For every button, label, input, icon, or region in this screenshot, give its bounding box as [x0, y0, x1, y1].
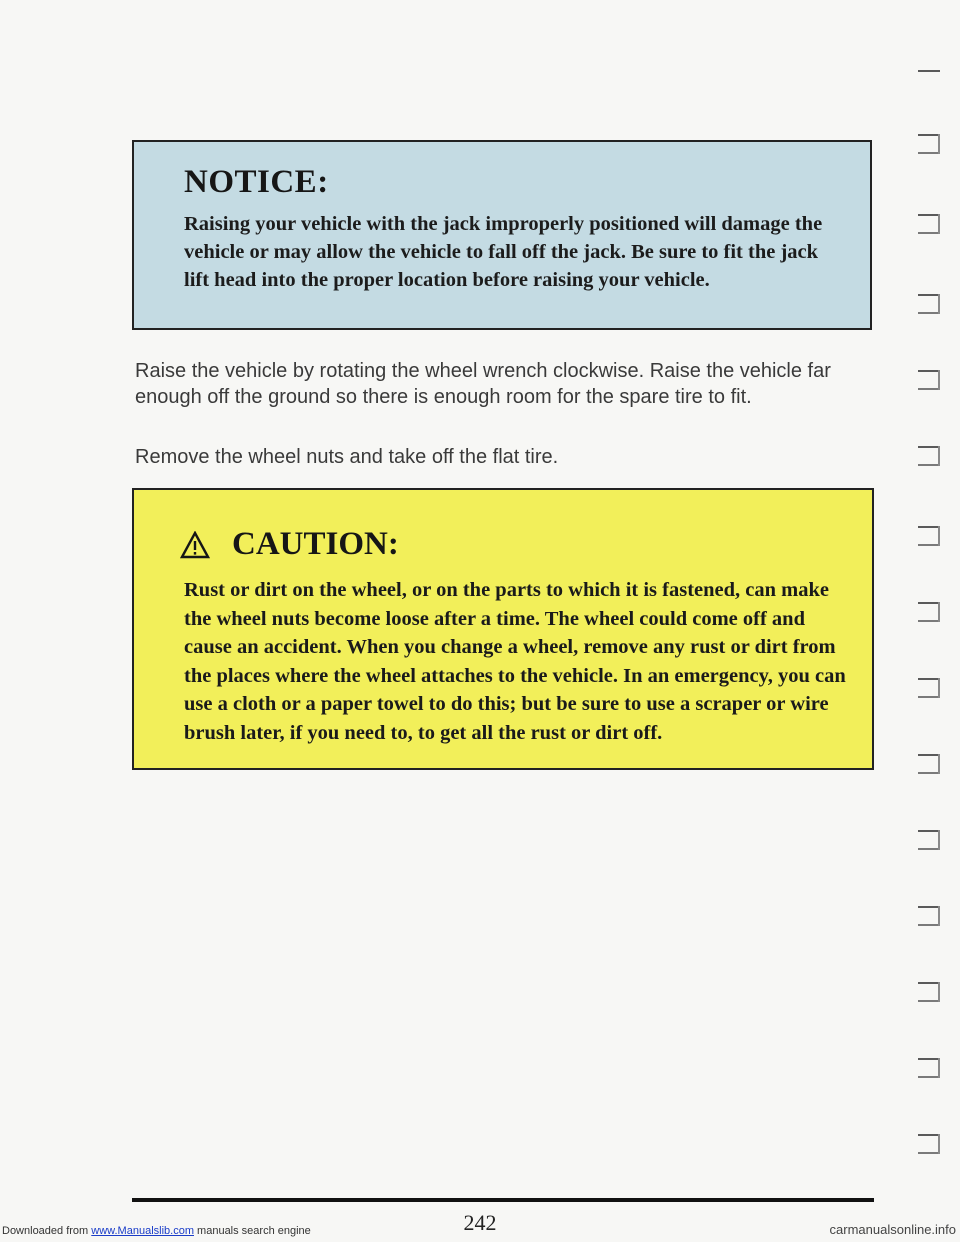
edge-tab-mark	[918, 830, 940, 852]
edge-tab-mark	[918, 602, 940, 624]
edge-tab-mark	[918, 134, 940, 156]
body-paragraph-raise: Raise the vehicle by rotating the wheel wrench clockwise. Raise the vehicle far enough off the ground so there is enough room for the spare tire to fit.	[135, 360, 831, 408]
caution-heading	[180, 526, 399, 563]
caution-box	[132, 488, 874, 770]
edge-tab-mark	[918, 754, 940, 776]
site-watermark: carmanualsonline.info	[829, 1222, 956, 1237]
warning-triangle-icon	[180, 531, 210, 559]
edge-tab-mark	[918, 526, 940, 548]
notice-text: Raising your vehicle with the jack improperly positioned will damage the vehicle or may allow the vehicle to fall off the jack. Be sure to fit the jack lift head into the proper location before raising your vehicle.	[184, 213, 823, 291]
page-edge-tabs	[918, 60, 948, 1200]
watermark-suffix: manuals search engine	[197, 1225, 311, 1237]
edge-tab-mark	[918, 214, 940, 236]
manualslib-link[interactable]: www.Manualslib.com	[91, 1225, 194, 1237]
edge-tab-mark	[918, 370, 940, 392]
notice-title: NOTICE:	[184, 164, 329, 200]
edge-tab-mark	[918, 70, 940, 92]
caution-title: CAUTION:	[232, 526, 399, 562]
edge-tab-mark	[918, 294, 940, 316]
edge-tab-mark	[918, 1134, 940, 1156]
edge-tab-mark	[918, 982, 940, 1004]
edge-tab-mark	[918, 906, 940, 928]
edge-tab-mark	[918, 446, 940, 468]
footer-rule	[132, 1198, 874, 1202]
download-watermark	[2, 1225, 311, 1237]
edge-tab-mark	[918, 1058, 940, 1080]
watermark-prefix: Downloaded from	[2, 1225, 89, 1237]
body-paragraph-remove: Remove the wheel nuts and take off the flat tire.	[135, 446, 559, 468]
edge-tab-mark	[918, 678, 940, 700]
notice-box	[132, 140, 872, 330]
page-number: 242	[463, 1210, 497, 1235]
caution-text: Rust or dirt on the wheel, or on the parts to which it is fastened, can make the wheel nuts become loose after a time. The wheel could come off and cause an accident. When you change a wheel, remove any rust or dirt from the places where the wheel attaches to the vehicle. In an emergency, you can use a cloth or a paper towel to do this; but be sure to use a scraper or wire brush later, if you need to, to get all the rust or dirt off.	[184, 579, 846, 744]
